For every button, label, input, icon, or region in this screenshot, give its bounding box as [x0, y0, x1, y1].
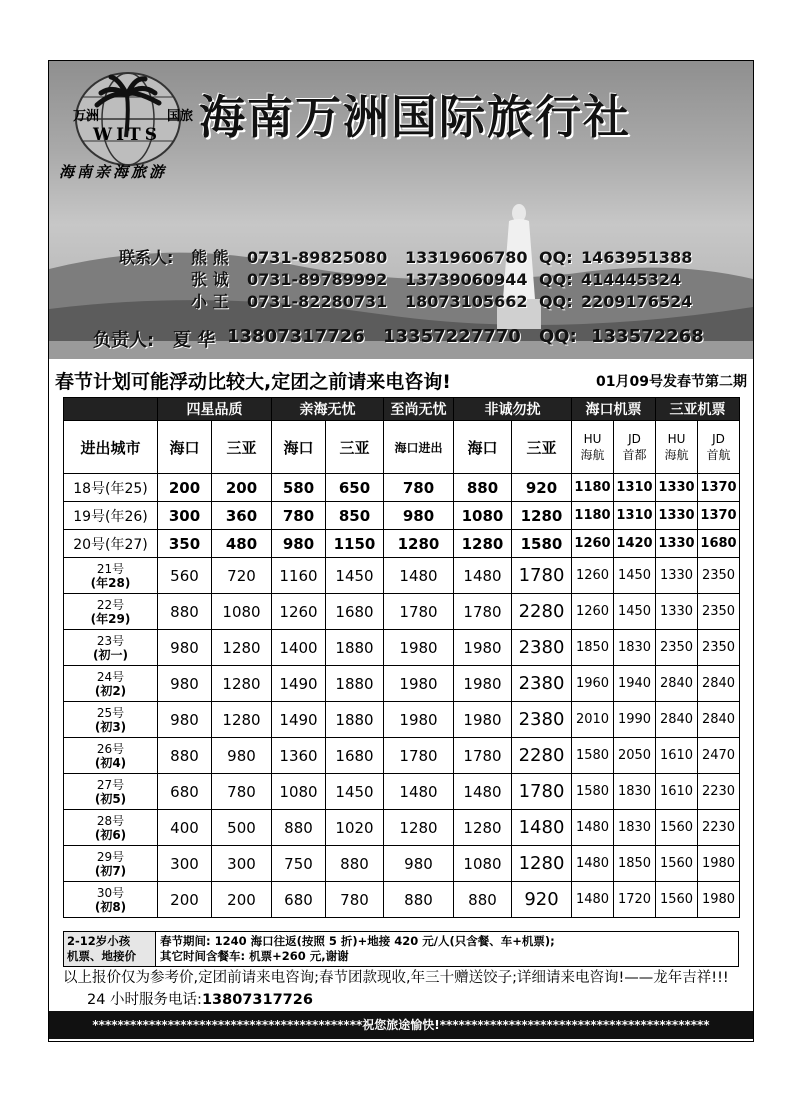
contact-phone: 0731-89825080: [247, 248, 388, 267]
group-header: 三亚机票: [656, 398, 740, 421]
price-cell: 1260: [572, 558, 614, 594]
price-cell: 720: [212, 558, 272, 594]
airline-code: HU: [667, 432, 686, 446]
price-cell: 1980: [698, 846, 740, 882]
price-cell: 2380: [512, 630, 572, 666]
price-cell: 1830: [614, 630, 656, 666]
price-cell: 880: [454, 474, 512, 502]
group-header: 非诚勿扰: [454, 398, 572, 421]
contact-mobile: 18073105662: [405, 292, 528, 311]
sub-header: 海口进出: [384, 421, 454, 474]
price-cell: 500: [212, 810, 272, 846]
bottom-stars-left: *******************************************: [92, 1018, 363, 1032]
price-row: [64, 810, 740, 846]
sub-header-row: [64, 421, 740, 474]
price-cell: 1260: [572, 594, 614, 630]
disclaimer-text: 以上报价仅为参考价,定团前请来电咨询;春节团款现收,年三十赠送饺子;详细请来电咨询!——龙年吉祥!!!: [63, 970, 729, 986]
price-cell: 1330: [656, 558, 698, 594]
price-cell: 1450: [614, 594, 656, 630]
child-price-note: [63, 931, 739, 967]
price-cell: 2050: [614, 738, 656, 774]
logo-right-text: 国旅: [167, 109, 194, 124]
price-cell: 1480: [454, 774, 512, 810]
bottom-stars-right: *******************************************: [439, 1018, 710, 1032]
contact-qq: 2209176524: [581, 292, 693, 311]
price-cell: 1480: [454, 558, 512, 594]
contact-qq-label: QQ:: [539, 248, 573, 267]
price-row: [64, 474, 740, 502]
other-note: 其它时间含餐车: 机票+260 元,谢谢: [160, 949, 349, 963]
price-cell: 2280: [512, 738, 572, 774]
group-header: 海口机票: [572, 398, 656, 421]
price-cell: 1480: [384, 558, 454, 594]
date-day: 23号: [96, 633, 125, 648]
price-cell: 1490: [272, 666, 326, 702]
notice-issue: 01月09号发春节第二期: [596, 374, 747, 390]
airline-header: [572, 421, 614, 474]
date-cell: [64, 846, 158, 882]
date-cell: [64, 774, 158, 810]
price-row: [64, 882, 740, 918]
price-cell: 200: [212, 474, 272, 502]
date-cell: [64, 882, 158, 918]
price-cell: 350: [158, 530, 212, 558]
price-cell: 1280: [512, 502, 572, 530]
price-cell: 1780: [384, 594, 454, 630]
price-cell: 980: [212, 738, 272, 774]
price-cell: 1450: [614, 558, 656, 594]
price-cell: 2350: [656, 630, 698, 666]
date-lunar: (初8): [94, 899, 127, 914]
price-cell: 1680: [326, 738, 384, 774]
price-row: [64, 774, 740, 810]
price-cell: 1850: [572, 630, 614, 666]
price-cell: 1980: [454, 630, 512, 666]
price-cell: 1330: [656, 530, 698, 558]
date-day: 21号: [96, 561, 125, 576]
price-cell: 2010: [572, 702, 614, 738]
airline-header: [656, 421, 698, 474]
contact-qq: 414445324: [581, 270, 682, 289]
price-cell: 1020: [326, 810, 384, 846]
price-cell: 1980: [384, 630, 454, 666]
price-cell: 1310: [614, 474, 656, 502]
price-cell: 1610: [656, 738, 698, 774]
price-cell: 1400: [272, 630, 326, 666]
hotline-label: 24 小时服务电话:: [87, 992, 202, 1008]
price-cell: 1330: [656, 594, 698, 630]
price-cell: 920: [512, 474, 572, 502]
price-cell: 1580: [572, 774, 614, 810]
price-cell: 480: [212, 530, 272, 558]
airline-header: [698, 421, 740, 474]
logo-mark-text: WITS: [93, 125, 161, 145]
price-cell: 1780: [454, 594, 512, 630]
price-cell: 1680: [698, 530, 740, 558]
price-cell: 2470: [698, 738, 740, 774]
contact-phone: 0731-89789992: [247, 270, 388, 289]
disclaimer-block: [63, 967, 739, 1011]
spring-note: 春节期间: 1240 海口往返(按照 5 折)+地接 420 元/人(只含餐、车+机票);: [160, 934, 555, 948]
price-cell: 2350: [698, 630, 740, 666]
date-day: 28号: [96, 813, 125, 828]
sub-header: 海口: [158, 421, 212, 474]
date-lunar: (初3): [94, 719, 127, 734]
date-lunar: (初7): [94, 863, 127, 878]
sub-header: 海口: [454, 421, 512, 474]
child-label-line2: 机票、地接价: [67, 949, 136, 963]
price-cell: 1280: [454, 530, 512, 558]
city-header: 进出城市: [64, 421, 158, 474]
price-cell: 1150: [326, 530, 384, 558]
group-header: 四星品质: [158, 398, 272, 421]
price-cell: 1780: [454, 738, 512, 774]
date-lunar: (初2): [94, 683, 127, 698]
date-lunar: (初5): [94, 791, 127, 806]
price-cell: 1310: [614, 502, 656, 530]
date-cell: [64, 630, 158, 666]
price-row: [64, 530, 740, 558]
date-cell: 20号(年27): [64, 530, 158, 558]
date-day: 27号: [96, 777, 125, 792]
price-cell: 360: [212, 502, 272, 530]
manager-phone-2: 13357227770: [383, 326, 521, 347]
contact-name: 小 王: [191, 292, 229, 311]
price-cell: 980: [158, 666, 212, 702]
price-cell: 1580: [512, 530, 572, 558]
price-cell: 680: [272, 882, 326, 918]
price-row: [64, 666, 740, 702]
date-day: 24号: [96, 669, 125, 684]
price-cell: 2840: [698, 666, 740, 702]
date-cell: [64, 594, 158, 630]
price-cell: 1490: [272, 702, 326, 738]
price-cell: 200: [158, 474, 212, 502]
price-row: [64, 594, 740, 630]
airline-code: JD: [712, 432, 725, 446]
price-cell: 2380: [512, 666, 572, 702]
date-cell: [64, 810, 158, 846]
date-day: 25号: [96, 705, 125, 720]
date-lunar: (年29): [90, 611, 131, 626]
airline-name: 海航: [580, 448, 605, 462]
date-cell: [64, 702, 158, 738]
price-cell: 1180: [572, 474, 614, 502]
price-cell: 980: [158, 630, 212, 666]
manager-name: 夏 华: [173, 330, 216, 351]
header-banner: [49, 61, 753, 359]
price-cell: 2230: [698, 810, 740, 846]
date-cell: [64, 738, 158, 774]
price-cell: 980: [384, 846, 454, 882]
price-cell: 1280: [384, 530, 454, 558]
price-cell: 1980: [698, 882, 740, 918]
price-cell: 1480: [384, 774, 454, 810]
notice-main: 春节计划可能浮动比较大,定团之前请来电咨询!: [55, 371, 451, 393]
price-cell: 1880: [326, 702, 384, 738]
price-row: [64, 630, 740, 666]
price-cell: 2840: [656, 666, 698, 702]
price-cell: 1280: [212, 666, 272, 702]
sub-header: 海口: [272, 421, 326, 474]
price-cell: 1180: [572, 502, 614, 530]
price-cell: 780: [384, 474, 454, 502]
price-cell: 880: [326, 846, 384, 882]
group-header: 至尚无忧: [384, 398, 454, 421]
price-cell: 2840: [698, 702, 740, 738]
price-cell: 880: [158, 594, 212, 630]
price-cell: 1560: [656, 846, 698, 882]
child-price-text: [160, 934, 555, 964]
price-cell: 650: [326, 474, 384, 502]
child-label-line1: 2-12岁小孩: [67, 934, 131, 948]
notice-bar: [49, 363, 753, 399]
price-cell: 1780: [512, 774, 572, 810]
sub-header: 三亚: [212, 421, 272, 474]
contact-name: 张 诚: [191, 270, 229, 289]
sub-header: 三亚: [326, 421, 384, 474]
date-day: 30号: [96, 885, 125, 900]
contact-mobile: 13319606780: [405, 248, 528, 267]
airline-code: HU: [583, 432, 602, 446]
price-cell: 1260: [272, 594, 326, 630]
price-cell: 1720: [614, 882, 656, 918]
price-cell: 1560: [656, 810, 698, 846]
price-cell: 580: [272, 474, 326, 502]
price-cell: 300: [212, 846, 272, 882]
bottom-text: 祝您旅途愉快!: [362, 1018, 440, 1032]
price-cell: 1780: [512, 558, 572, 594]
price-cell: 1580: [572, 738, 614, 774]
airline-name: 海航: [664, 448, 689, 462]
price-cell: 1280: [384, 810, 454, 846]
price-table: [63, 397, 740, 918]
price-row: [64, 702, 740, 738]
price-cell: 1370: [698, 474, 740, 502]
price-cell: 1880: [326, 630, 384, 666]
price-cell: 880: [384, 882, 454, 918]
price-cell: 1560: [656, 882, 698, 918]
price-cell: 2280: [512, 594, 572, 630]
price-cell: 780: [212, 774, 272, 810]
price-row: [64, 846, 740, 882]
group-header: 亲海无忧: [272, 398, 384, 421]
price-cell: 1280: [512, 846, 572, 882]
group-header-row: [64, 398, 740, 421]
poster-sheet: [48, 60, 754, 1042]
price-cell: 920: [512, 882, 572, 918]
price-cell: 850: [326, 502, 384, 530]
price-cell: 1990: [614, 702, 656, 738]
price-cell: 1850: [614, 846, 656, 882]
price-cell: 1480: [572, 846, 614, 882]
date-lunar: (初6): [94, 827, 127, 842]
price-cell: 1330: [656, 474, 698, 502]
date-day: 22号: [96, 597, 125, 612]
price-cell: 680: [158, 774, 212, 810]
price-cell: 1480: [512, 810, 572, 846]
airline-header: [614, 421, 656, 474]
header-corner: [64, 398, 158, 421]
price-cell: 1780: [384, 738, 454, 774]
child-label: [64, 932, 156, 966]
price-cell: 1980: [454, 666, 512, 702]
contacts-label: 联系人:: [119, 248, 174, 267]
price-cell: 2230: [698, 774, 740, 810]
logo-slogan: 海南亲海旅游: [59, 163, 168, 181]
price-cell: 1160: [272, 558, 326, 594]
price-cell: 560: [158, 558, 212, 594]
price-cell: 1080: [212, 594, 272, 630]
date-lunar: (初4): [94, 755, 127, 770]
manager-qq: 133572268: [591, 326, 704, 347]
price-cell: 2840: [656, 702, 698, 738]
airline-code: JD: [628, 432, 641, 446]
price-cell: 980: [272, 530, 326, 558]
price-cell: 880: [158, 738, 212, 774]
price-cell: 1960: [572, 666, 614, 702]
price-cell: 1280: [212, 702, 272, 738]
price-row: [64, 738, 740, 774]
price-cell: 400: [158, 810, 212, 846]
price-row: [64, 502, 740, 530]
price-cell: 1080: [272, 774, 326, 810]
price-cell: 200: [158, 882, 212, 918]
contact-mobile: 13739060944: [405, 270, 528, 289]
price-cell: 1480: [572, 882, 614, 918]
date-day: 26号: [96, 741, 125, 756]
price-row: [64, 558, 740, 594]
price-cell: 780: [272, 502, 326, 530]
date-cell: 19号(年26): [64, 502, 158, 530]
manager-label: 负责人:: [93, 330, 155, 351]
airline-name: 首都: [622, 448, 647, 462]
manager-qq-label: QQ:: [539, 326, 577, 347]
price-cell: 1980: [454, 702, 512, 738]
contact-phone: 0731-82280731: [247, 292, 388, 311]
date-lunar: (初一): [93, 647, 128, 662]
airline-name: 首航: [706, 448, 731, 462]
price-cell: 880: [454, 882, 512, 918]
price-cell: 1680: [326, 594, 384, 630]
price-cell: 1330: [656, 502, 698, 530]
price-cell: 780: [326, 882, 384, 918]
manager-phone-1: 13807317726: [227, 326, 365, 347]
price-cell: 2380: [512, 702, 572, 738]
price-cell: 2350: [698, 594, 740, 630]
price-cell: 1980: [384, 702, 454, 738]
price-cell: 1480: [572, 810, 614, 846]
price-cell: 1830: [614, 810, 656, 846]
price-cell: 2350: [698, 558, 740, 594]
contact-qq: 1463951388: [581, 248, 693, 267]
price-cell: 1450: [326, 558, 384, 594]
date-cell: [64, 558, 158, 594]
date-cell: 18号(年25): [64, 474, 158, 502]
price-cell: 1080: [454, 846, 512, 882]
price-cell: 980: [384, 502, 454, 530]
price-cell: 1980: [384, 666, 454, 702]
price-cell: 1360: [272, 738, 326, 774]
price-cell: 200: [212, 882, 272, 918]
contact-qq-label: QQ:: [539, 292, 573, 311]
contact-name: 熊 熊: [191, 248, 229, 267]
contact-qq-label: QQ:: [539, 270, 573, 289]
price-cell: 1880: [326, 666, 384, 702]
date-lunar: (年28): [90, 575, 131, 590]
price-cell: 1280: [212, 630, 272, 666]
price-cell: 1080: [454, 502, 512, 530]
date-cell: [64, 666, 158, 702]
bottom-banner: [49, 1011, 753, 1039]
agency-name: 海南万洲国际旅行社: [199, 90, 631, 144]
price-cell: 300: [158, 846, 212, 882]
price-cell: 1280: [454, 810, 512, 846]
price-cell: 880: [272, 810, 326, 846]
price-cell: 1830: [614, 774, 656, 810]
date-day: 29号: [96, 849, 125, 864]
price-cell: 1370: [698, 502, 740, 530]
hotline-number: 13807317726: [201, 992, 313, 1008]
price-cell: 1260: [572, 530, 614, 558]
price-cell: 1610: [656, 774, 698, 810]
price-cell: 1450: [326, 774, 384, 810]
logo-left-text: 万洲: [73, 109, 100, 124]
price-cell: 1420: [614, 530, 656, 558]
price-cell: 980: [158, 702, 212, 738]
price-cell: 750: [272, 846, 326, 882]
price-cell: 1940: [614, 666, 656, 702]
sub-header: 三亚: [512, 421, 572, 474]
price-cell: 300: [158, 502, 212, 530]
